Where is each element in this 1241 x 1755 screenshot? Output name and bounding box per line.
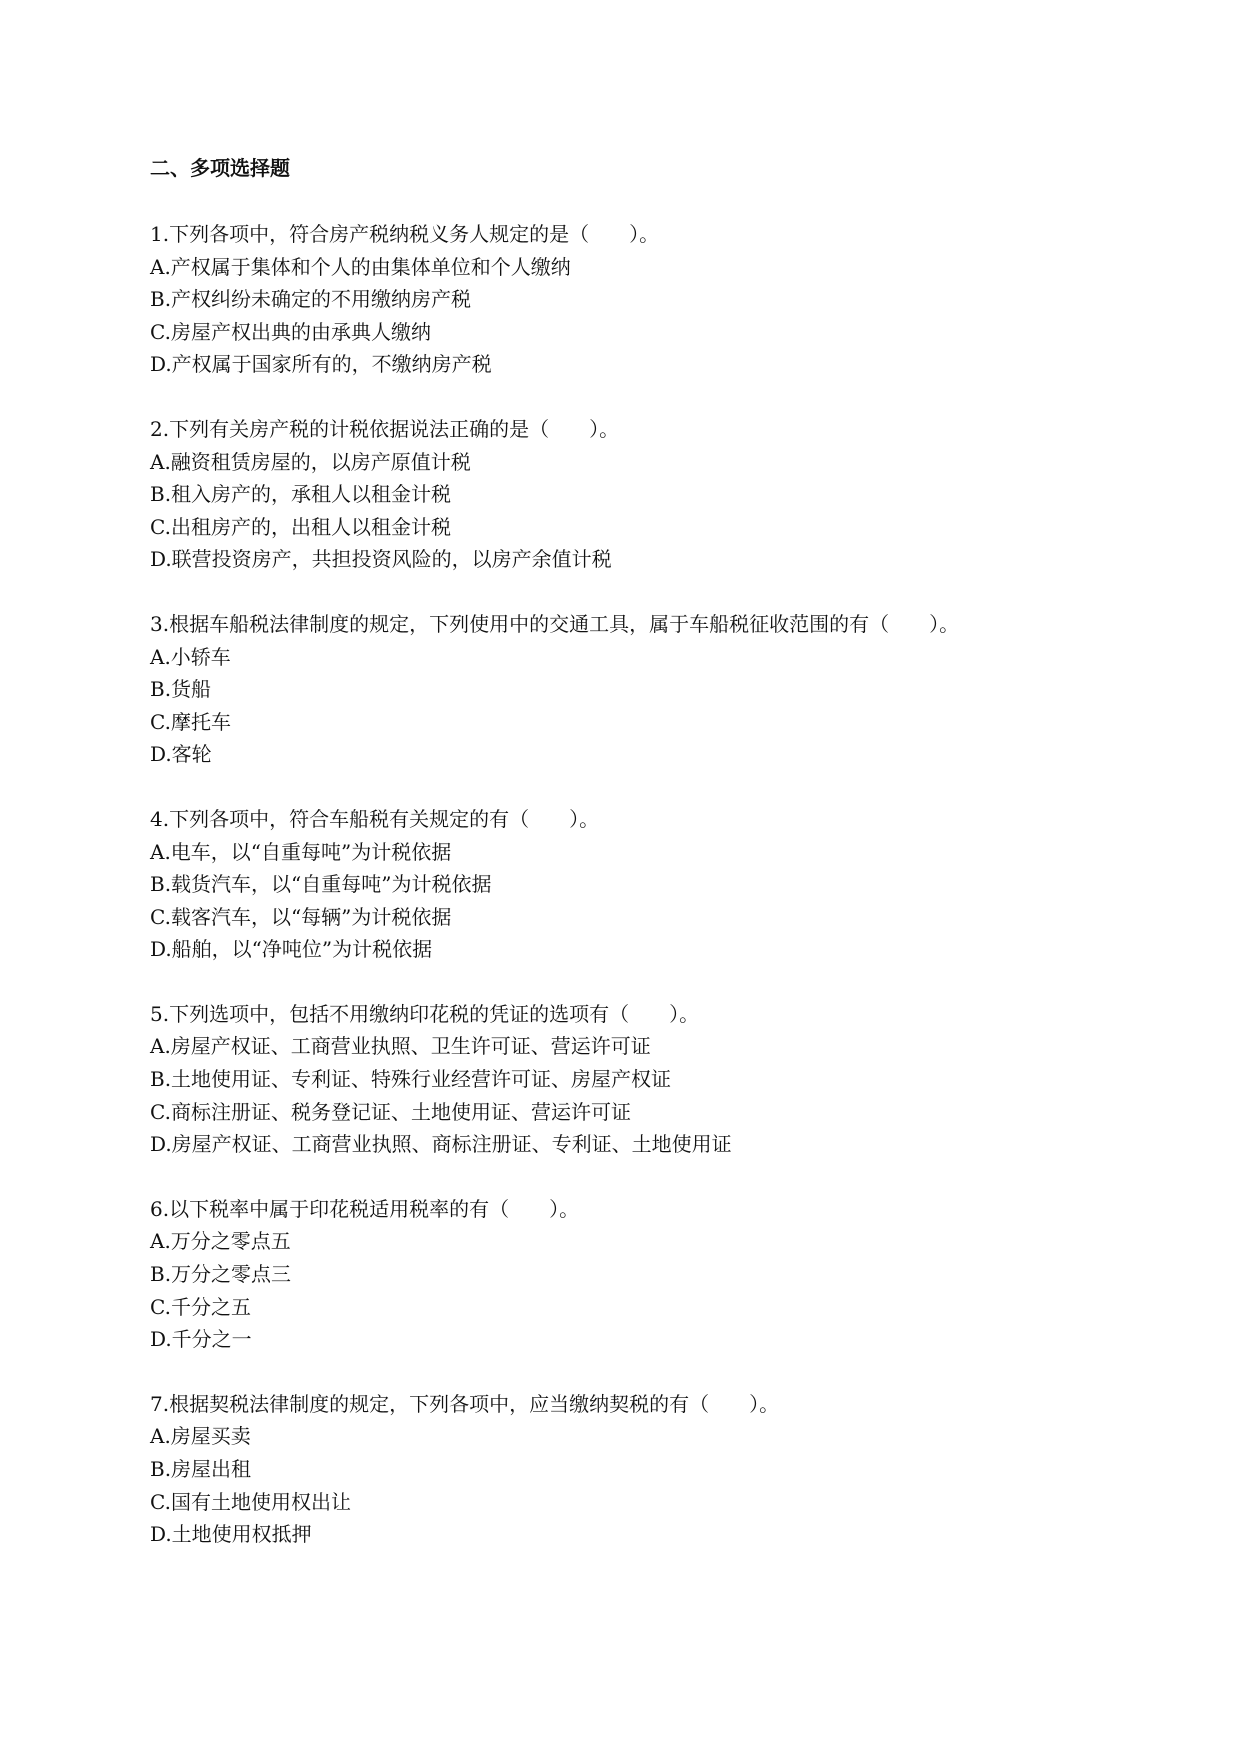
option-b: B.房屋出租 (150, 1457, 252, 1481)
option-c: C.摩托车 (150, 709, 231, 734)
option-a: A.房屋买卖 (150, 1424, 251, 1449)
question-6 (150, 1193, 1150, 1356)
option-c: C.载客汽车，以“每辆”为计税依据 (150, 904, 452, 929)
question-stem: 4.下列各项中，符合车船税有关规定的有（ ）。 (150, 806, 600, 831)
question-stem: 1.下列各项中，符合房产税纳税义务人规定的是（ ）。 (150, 222, 660, 246)
question-stem: 7.根据契税法律制度的规定，下列各项中，应当缴纳契税的有（ ）。 (150, 1391, 780, 1416)
question-stem: 5.下列选项中，包括不用缴纳印花税的凭证的选项有（ ）。 (150, 1001, 700, 1026)
option-d: D.船舶，以“净吨位”为计税依据 (150, 937, 433, 962)
section-title: 二、多项选择题 (150, 156, 290, 180)
question-5 (150, 998, 1150, 1161)
option-d: D.千分之一 (150, 1327, 252, 1352)
option-d: D.房屋产权证、工商营业执照、商标注册证、专利证、土地使用证 (150, 1132, 732, 1157)
option-b: B.货船 (150, 677, 212, 702)
question-stem: 2.下列有关房产税的计税依据说法正确的是（ ）。 (150, 416, 620, 441)
option-c: C.千分之五 (150, 1294, 251, 1319)
question-3 (150, 608, 1150, 771)
option-b: B.万分之零点三 (150, 1262, 292, 1287)
option-a: A.产权属于集体和个人的由集体单位和个人缴纳 (150, 254, 571, 279)
option-a: A.房屋产权证、工商营业执照、卫生许可证、营运许可证 (150, 1034, 651, 1059)
option-d: D.联营投资房产，共担投资风险的，以房产余值计税 (150, 547, 612, 572)
option-a: A.万分之零点五 (150, 1229, 291, 1254)
question-stem: 3.根据车船税法律制度的规定，下列使用中的交通工具，属于车船税征收范围的有（ ）。 (150, 611, 960, 636)
question-7 (150, 1388, 1150, 1551)
question-2 (150, 413, 1150, 576)
option-b: B.租入房产的，承租人以租金计税 (150, 482, 452, 507)
option-d: D.产权属于国家所有的，不缴纳房产税 (150, 352, 492, 377)
option-d: D.土地使用权抵押 (150, 1522, 312, 1547)
option-c: C.国有土地使用权出让 (150, 1489, 351, 1514)
question-stem: 6.以下税率中属于印花税适用税率的有（ ）。 (150, 1196, 580, 1221)
option-a: A.电车，以“自重每吨”为计税依据 (150, 839, 452, 864)
option-b: B.载货汽车，以“自重每吨”为计税依据 (150, 872, 492, 897)
document-page (150, 152, 1150, 1583)
option-b: B.土地使用证、专利证、特殊行业经营许可证、房屋产权证 (150, 1067, 672, 1092)
option-c: C.房屋产权出典的由承典人缴纳 (150, 319, 431, 344)
option-d: D.客轮 (150, 742, 212, 767)
question-4 (150, 803, 1150, 966)
option-b: B.产权纠纷未确定的不用缴纳房产税 (150, 287, 472, 312)
option-c: C.出租房产的，出租人以租金计税 (150, 514, 451, 539)
option-a: A.融资租赁房屋的，以房产原值计税 (150, 449, 471, 474)
question-1 (150, 218, 1150, 381)
option-c: C.商标注册证、税务登记证、土地使用证、营运许可证 (150, 1099, 631, 1124)
option-a: A.小轿车 (150, 644, 231, 669)
